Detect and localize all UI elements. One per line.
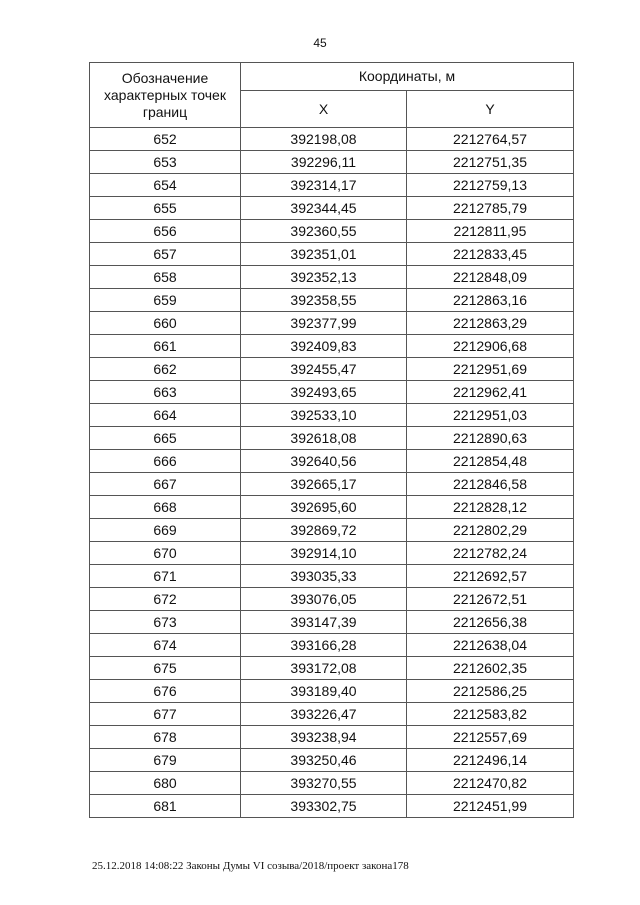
cell-y: 2212833,45 <box>407 243 574 266</box>
cell-x: 393172,08 <box>241 657 407 680</box>
table-row <box>90 634 574 657</box>
footer-stamp: 25.12.2018 14:08:22 Законы Думы VI созыва/2018/проект закона178 <box>92 860 409 872</box>
cell-point: 668 <box>90 496 241 519</box>
cell-x: 393302,75 <box>241 795 407 818</box>
cell-x: 392360,55 <box>241 220 407 243</box>
cell-point: 655 <box>90 197 241 220</box>
cell-point: 661 <box>90 335 241 358</box>
cell-y: 2212890,63 <box>407 427 574 450</box>
cell-y: 2212586,25 <box>407 680 574 703</box>
header-coordinates: Координаты, м <box>241 63 574 91</box>
cell-x: 392296,11 <box>241 151 407 174</box>
cell-y: 2212951,03 <box>407 404 574 427</box>
header-point-designation: Обозначение характерных точек границ <box>90 63 241 128</box>
cell-x: 392869,72 <box>241 519 407 542</box>
cell-point: 671 <box>90 565 241 588</box>
table-row <box>90 174 574 197</box>
cell-x: 392455,47 <box>241 358 407 381</box>
table-row <box>90 243 574 266</box>
cell-point: 658 <box>90 266 241 289</box>
cell-point: 669 <box>90 519 241 542</box>
cell-x: 392409,83 <box>241 335 407 358</box>
table-body <box>90 128 574 818</box>
cell-point: 653 <box>90 151 241 174</box>
table-row <box>90 772 574 795</box>
table-row <box>90 335 574 358</box>
cell-x: 392352,13 <box>241 266 407 289</box>
cell-point: 659 <box>90 289 241 312</box>
cell-x: 393238,94 <box>241 726 407 749</box>
table-row <box>90 680 574 703</box>
cell-point: 672 <box>90 588 241 611</box>
cell-x: 393189,40 <box>241 680 407 703</box>
cell-point: 664 <box>90 404 241 427</box>
cell-y: 2212811,95 <box>407 220 574 243</box>
cell-y: 2212846,58 <box>407 473 574 496</box>
table-row <box>90 358 574 381</box>
cell-point: 670 <box>90 542 241 565</box>
cell-point: 675 <box>90 657 241 680</box>
cell-y: 2212906,68 <box>407 335 574 358</box>
cell-x: 392344,45 <box>241 197 407 220</box>
cell-point: 680 <box>90 772 241 795</box>
cell-x: 392640,56 <box>241 450 407 473</box>
cell-y: 2212692,57 <box>407 565 574 588</box>
cell-y: 2212751,35 <box>407 151 574 174</box>
table-row <box>90 565 574 588</box>
cell-y: 2212602,35 <box>407 657 574 680</box>
table-row <box>90 588 574 611</box>
cell-point: 677 <box>90 703 241 726</box>
cell-y: 2212828,12 <box>407 496 574 519</box>
cell-y: 2212672,51 <box>407 588 574 611</box>
table-row <box>90 289 574 312</box>
cell-point: 667 <box>90 473 241 496</box>
cell-x: 392358,55 <box>241 289 407 312</box>
table-row <box>90 795 574 818</box>
cell-x: 393226,47 <box>241 703 407 726</box>
table-row <box>90 473 574 496</box>
table-row <box>90 404 574 427</box>
cell-y: 2212863,16 <box>407 289 574 312</box>
table-row <box>90 542 574 565</box>
cell-y: 2212782,24 <box>407 542 574 565</box>
table-row <box>90 312 574 335</box>
table-row <box>90 703 574 726</box>
table-row <box>90 726 574 749</box>
cell-point: 681 <box>90 795 241 818</box>
cell-x: 393147,39 <box>241 611 407 634</box>
table-row <box>90 151 574 174</box>
table-row <box>90 381 574 404</box>
cell-y: 2212656,38 <box>407 611 574 634</box>
cell-y: 2212863,29 <box>407 312 574 335</box>
cell-point: 665 <box>90 427 241 450</box>
cell-y: 2212785,79 <box>407 197 574 220</box>
table-row <box>90 197 574 220</box>
table-row <box>90 749 574 772</box>
cell-y: 2212962,41 <box>407 381 574 404</box>
table-row <box>90 128 574 151</box>
page-number: 45 <box>313 36 327 50</box>
cell-y: 2212764,57 <box>407 128 574 151</box>
cell-x: 392351,01 <box>241 243 407 266</box>
cell-x: 392198,08 <box>241 128 407 151</box>
cell-point: 657 <box>90 243 241 266</box>
cell-point: 678 <box>90 726 241 749</box>
coordinates-table <box>89 62 574 818</box>
cell-x: 392695,60 <box>241 496 407 519</box>
cell-y: 2212759,13 <box>407 174 574 197</box>
table-row <box>90 427 574 450</box>
cell-point: 654 <box>90 174 241 197</box>
table-header <box>90 63 574 128</box>
cell-x: 392493,65 <box>241 381 407 404</box>
cell-y: 2212854,48 <box>407 450 574 473</box>
cell-point: 662 <box>90 358 241 381</box>
cell-y: 2212470,82 <box>407 772 574 795</box>
table-row <box>90 496 574 519</box>
cell-point: 666 <box>90 450 241 473</box>
cell-point: 676 <box>90 680 241 703</box>
table-row <box>90 266 574 289</box>
cell-point: 663 <box>90 381 241 404</box>
cell-x: 392618,08 <box>241 427 407 450</box>
cell-x: 392914,10 <box>241 542 407 565</box>
cell-y: 2212583,82 <box>407 703 574 726</box>
header-y: Y <box>407 91 574 128</box>
table-row <box>90 611 574 634</box>
cell-x: 392533,10 <box>241 404 407 427</box>
cell-y: 2212802,29 <box>407 519 574 542</box>
cell-y: 2212951,69 <box>407 358 574 381</box>
cell-y: 2212451,99 <box>407 795 574 818</box>
cell-x: 392314,17 <box>241 174 407 197</box>
cell-x: 392665,17 <box>241 473 407 496</box>
header-x: X <box>241 91 407 128</box>
cell-x: 393035,33 <box>241 565 407 588</box>
cell-x: 392377,99 <box>241 312 407 335</box>
cell-point: 673 <box>90 611 241 634</box>
cell-point: 674 <box>90 634 241 657</box>
cell-point: 660 <box>90 312 241 335</box>
table-row <box>90 519 574 542</box>
cell-y: 2212638,04 <box>407 634 574 657</box>
cell-x: 393250,46 <box>241 749 407 772</box>
table-row <box>90 657 574 680</box>
cell-x: 393166,28 <box>241 634 407 657</box>
cell-point: 679 <box>90 749 241 772</box>
cell-y: 2212557,69 <box>407 726 574 749</box>
table-row <box>90 450 574 473</box>
table-row <box>90 220 574 243</box>
cell-y: 2212496,14 <box>407 749 574 772</box>
cell-point: 656 <box>90 220 241 243</box>
cell-x: 393270,55 <box>241 772 407 795</box>
cell-point: 652 <box>90 128 241 151</box>
cell-y: 2212848,09 <box>407 266 574 289</box>
cell-x: 393076,05 <box>241 588 407 611</box>
